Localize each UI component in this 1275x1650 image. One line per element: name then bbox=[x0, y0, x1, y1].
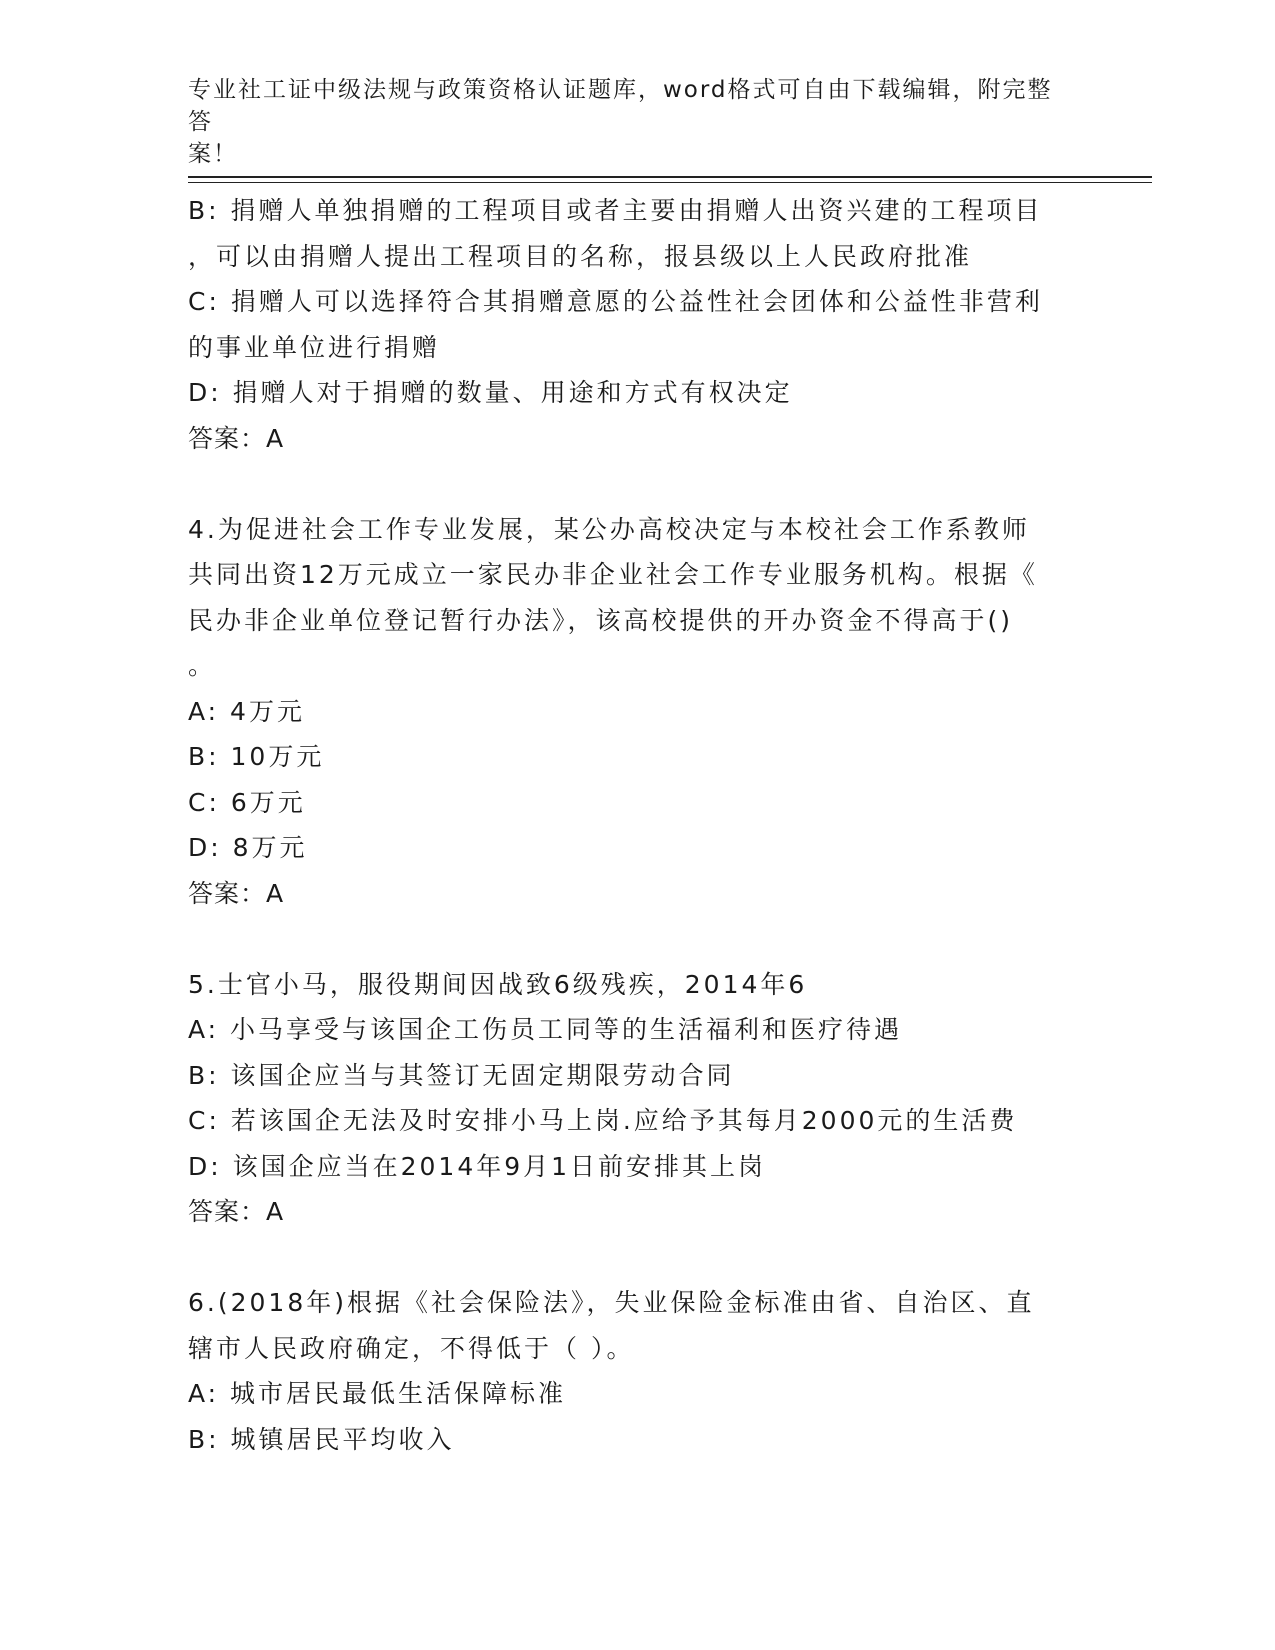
header-rule-thin bbox=[188, 182, 1152, 183]
q3-option-b-line-1: B: 捐赠人单独捐赠的工程项目或者主要由捐赠人出资兴建的工程项目 bbox=[188, 196, 1043, 225]
q4-option-d: D: 8万元 bbox=[188, 833, 308, 862]
q3-option-d: D: 捐赠人对于捐赠的数量、用途和方式有权决定 bbox=[188, 378, 793, 407]
q6-option-a: A: 城市居民最低生活保障标准 bbox=[188, 1379, 567, 1408]
question-3 bbox=[188, 188, 1088, 461]
q3-option-b-line-2: ，可以由捐赠人提出工程项目的名称，报县级以上人民政府批准 bbox=[188, 241, 973, 271]
q6-stem-line-2: 辖市人民政府确定，不得低于（ ）。 bbox=[188, 1333, 635, 1363]
spacer bbox=[188, 916, 1088, 962]
q6-stem-line-1: 6.(2018年)根据《社会保险法》，失业保险金标准由省、自治区、直 bbox=[188, 1288, 1035, 1317]
q5-option-c: C: 若该国企无法及时安排小马上岗.应给予其每月2000元的生活费 bbox=[188, 1106, 1018, 1135]
question-5 bbox=[188, 962, 1088, 1235]
header-rule-thick bbox=[188, 176, 1152, 178]
q5-option-a: A: 小马享受与该国企工伤员工同等的生活福利和医疗待遇 bbox=[188, 1015, 903, 1044]
spacer bbox=[188, 1235, 1088, 1281]
document-header bbox=[188, 74, 1068, 170]
q4-option-a: A: 4万元 bbox=[188, 696, 305, 726]
q4-stem-line-2: 共同出资12万元成立一家民办非企业社会工作专业服务机构。根据《 bbox=[188, 560, 1038, 589]
q3-option-c-line-1: C: 捐赠人可以选择符合其捐赠意愿的公益性社会团体和公益性非营利 bbox=[188, 287, 1043, 316]
header-line-2: 案！ bbox=[188, 141, 238, 167]
question-4 bbox=[188, 507, 1088, 917]
q6-option-b: B: 城镇居民平均收入 bbox=[188, 1424, 455, 1454]
q5-answer: 答案：A bbox=[188, 1197, 285, 1226]
q4-stem-line-3: 民办非企业单位登记暂行办法》，该高校提供的开办资金不得高于() bbox=[188, 605, 1014, 635]
q5-option-d: D: 该国企应当在2014年9月1日前安排其上岗 bbox=[188, 1151, 767, 1181]
q4-option-c: C: 6万元 bbox=[188, 787, 306, 817]
q4-stem-line-1: 4.为促进社会工作专业发展，某公办高校决定与本校社会工作系教师 bbox=[188, 514, 1030, 544]
q4-option-b: B: 10万元 bbox=[188, 742, 325, 771]
header-line-1: 专业社工证中级法规与政策资格认证题库，word格式可自由下载编辑，附完整答 bbox=[188, 77, 1053, 135]
q5-stem: 5.士官小马，服役期间因战致6级残疾，2014年6 bbox=[188, 969, 808, 999]
spacer bbox=[188, 461, 1088, 507]
q3-answer: 答案：A bbox=[188, 423, 285, 453]
q5-option-b: B: 该国企应当与其签订无固定期限劳动合同 bbox=[188, 1060, 735, 1090]
q4-stem-line-4: 。 bbox=[188, 651, 217, 680]
q3-option-c-line-2: 的事业单位进行捐赠 bbox=[188, 332, 441, 362]
question-6 bbox=[188, 1280, 1088, 1462]
document-body bbox=[188, 188, 1088, 1462]
q4-answer: 答案：A bbox=[188, 878, 285, 908]
